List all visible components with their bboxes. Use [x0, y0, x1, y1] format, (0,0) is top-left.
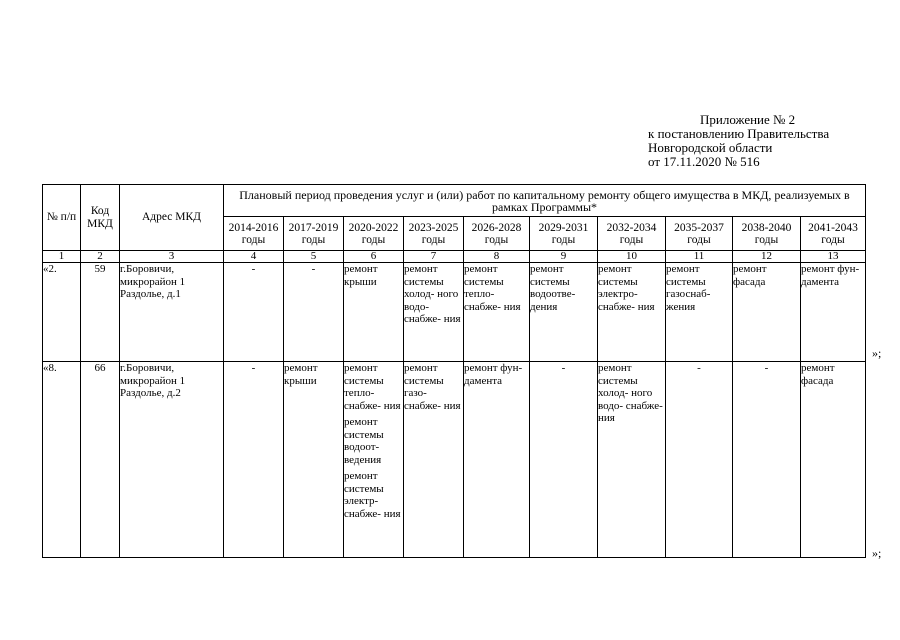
work-cell [284, 263, 344, 362]
work-cell [530, 263, 598, 362]
work-entry: ремонт системы тепло- снабже- ния [344, 362, 401, 412]
work-cell [598, 263, 666, 362]
period-header: 2035-2037 годы [666, 217, 733, 251]
column-number: 9 [530, 251, 598, 263]
period-header: 2041-2043 годы [801, 217, 866, 251]
row-number: «8. [43, 362, 81, 558]
column-numbers-row [43, 251, 866, 263]
work-cell [344, 362, 404, 558]
work-cell [801, 263, 866, 362]
work-cell [344, 263, 404, 362]
appendix-title: Приложение № 2 [700, 112, 796, 127]
work-cell [284, 362, 344, 558]
column-number: 11 [666, 251, 733, 263]
work-entry: - [251, 362, 256, 374]
column-number: 7 [404, 251, 464, 263]
work-cell [464, 362, 530, 558]
work-entry: - [251, 263, 256, 275]
row-end-mark: »; [872, 346, 882, 360]
header-num: № п/п [43, 185, 81, 251]
table-row [43, 263, 866, 362]
work-cell [666, 362, 733, 558]
header-row [43, 185, 866, 217]
period-header: 2029-2031 годы [530, 217, 598, 251]
header-code: Код МКД [81, 185, 120, 251]
work-cell [801, 362, 866, 558]
appendix-block [640, 113, 890, 169]
appendix-region: Новгородской области [648, 140, 773, 155]
work-cell [224, 362, 284, 558]
work-entry: ремонт системы электро- снабже- ния [598, 263, 655, 313]
work-entry: ремонт системы водоотве- дения [530, 263, 576, 313]
column-number: 8 [464, 251, 530, 263]
work-entry: ремонт системы холод- ного водо- снабже- ния [598, 362, 663, 424]
period-header: 2038-2040 годы [733, 217, 801, 251]
work-cell [666, 263, 733, 362]
work-entry: ремонт крыши [284, 362, 318, 387]
period-header: 2023-2025 годы [404, 217, 464, 251]
work-entry: ремонт системы холод- ного водо- снабже- ния [404, 263, 461, 325]
work-cell [404, 263, 464, 362]
work-entry: ремонт системы газо- снабже- ния [404, 362, 461, 412]
appendix-date: от 17.11.2020 № 516 [648, 154, 760, 169]
work-cell [733, 362, 801, 558]
column-number: 5 [284, 251, 344, 263]
work-entry: ремонт системы тепло- снабже- ния [464, 263, 521, 313]
work-entry: ремонт системы электр- снабже- ния [344, 470, 401, 520]
work-entry: ремонт фасада [733, 263, 767, 288]
work-entry: - [561, 362, 566, 374]
column-number: 6 [344, 251, 404, 263]
header-address: Адрес МКД [120, 185, 224, 251]
work-entry: - [764, 362, 769, 374]
column-number: 12 [733, 251, 801, 263]
work-cell [733, 263, 801, 362]
work-entry: - [697, 362, 701, 374]
row-code: 66 [81, 362, 120, 558]
column-number: 13 [801, 251, 866, 263]
period-header: 2026-2028 годы [464, 217, 530, 251]
period-header: 2032-2034 годы [598, 217, 666, 251]
row-address: г.Боровичи, микрорайон 1 Раздолье, д.2 [120, 362, 224, 558]
work-entry: ремонт фасада [801, 362, 835, 387]
period-header: 2014-2016 годы [224, 217, 284, 251]
row-address: г.Боровичи, микрорайон 1 Раздолье, д.1 [120, 263, 224, 362]
column-number: 2 [81, 251, 120, 263]
repair-schedule-table [42, 184, 866, 558]
work-entry: ремонт фун- дамента [464, 362, 523, 387]
work-cell [598, 362, 666, 558]
row-code: 59 [81, 263, 120, 362]
period-header: 2017-2019 годы [284, 217, 344, 251]
work-entry: ремонт системы водоот- ведения [344, 416, 384, 466]
work-cell [224, 263, 284, 362]
work-entry: ремонт фун- дамента [801, 263, 860, 288]
column-number: 3 [120, 251, 224, 263]
period-header: 2020-2022 годы [344, 217, 404, 251]
work-cell [464, 263, 530, 362]
work-cell [530, 362, 598, 558]
work-cell [404, 362, 464, 558]
column-number: 4 [224, 251, 284, 263]
row-end-mark: »; [872, 546, 882, 560]
work-entry: ремонт крыши [344, 263, 378, 288]
work-entry: ремонт системы газоснаб- жения [666, 263, 711, 313]
header-plan: Плановый период проведения услуг и (или) работ по капитальному ремонту общего имущества в МКД, реализуемых в рамках Программы* [224, 185, 866, 217]
table-row [43, 362, 866, 558]
work-entry: - [311, 263, 316, 275]
appendix-decree: к постановлению Правительства [648, 126, 830, 141]
column-number: 10 [598, 251, 666, 263]
row-number: «2. [43, 263, 81, 362]
column-number: 1 [43, 251, 81, 263]
